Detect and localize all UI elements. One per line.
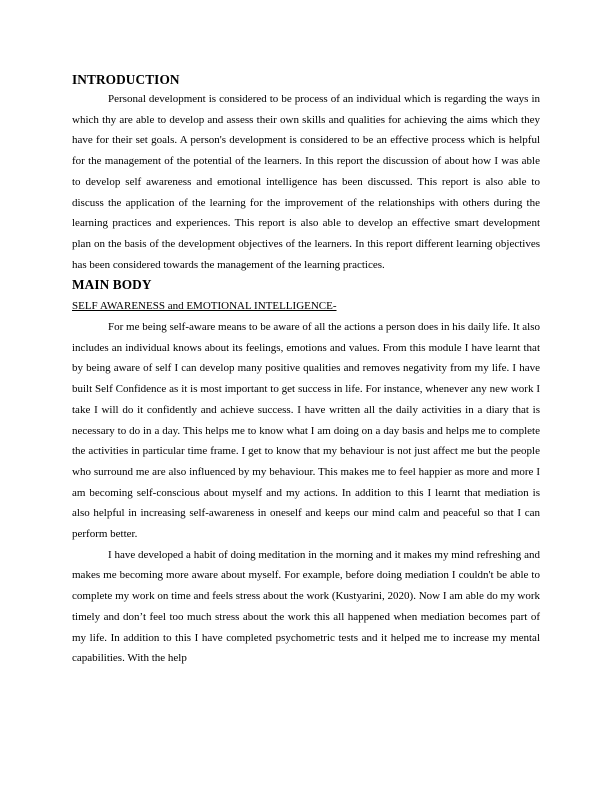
introduction-paragraph: Personal development is considered to be process of an individual which is regarding the ways in which thy are able to develop and assess their own skills and qualities for achieving the aims which they have for their set goals. A person's development is considered to be an effective process which is helpful for the management of the potential of the learners. In this report the discussion of about how I was able to develop self awareness and emotional intelligence has been discussed. This report is also able to discuss the application of the learning for the improvement of the relationships with others during the learning practices and experiences. This report is also able to develop an effective smart development plan on the basis of the development objectives of the learners. In this report different learning objectives has been considered towards the management of the learning practices. xyxy=(72,93,540,271)
introduction-heading: INTRODUCTION xyxy=(72,72,180,87)
main-body-heading: MAIN BODY xyxy=(72,277,152,293)
document-content xyxy=(72,71,540,669)
section-paragraph-2: I have developed a habit of doing meditation in the morning and it makes my mind refreshing and makes me becoming more aware about myself. For example, before doing mediation I couldn't be able to complete my work on time and feels stress about the work (Kustyarini, 2020). Now I am able do my work timely and don’t feel too much stress about the work this all happened when mediation becomes part of my life. In addition to this I have completed psychometric tests and it helped me to increase my mental capabilities. With the help xyxy=(72,548,540,665)
section-paragraph-1: For me being self-aware means to be aware of all the actions a person does in his daily life. It also includes an individual knows about its feelings, emotions and values. From this module I have learnt that by being aware of self I can develop many positive qualities and removes negativity from my life. I have built Self Confidence as it is most important to get success in life. For instance, whenever any new work I take I will do it confidently and achieve success. I have written all the daily activities in a diary that is necessary to do in a day. This helps me to know what I am doing on a day basis and helps me to complete the activities in particular time frame. I get to know that my behaviour is not just affect me but the people who surround me are also influenced by my behaviour. This makes me to feel happier as more and more I am becoming self-conscious about myself and my actions. In addition to this I learnt that mediation is also helpful in increasing self-awareness in oneself and keeps our mind calm and peaceful so that I can perform better. xyxy=(72,321,540,541)
section-subheading: SELF AWARENESS and EMOTIONAL INTELLIGENCE- xyxy=(72,300,337,313)
